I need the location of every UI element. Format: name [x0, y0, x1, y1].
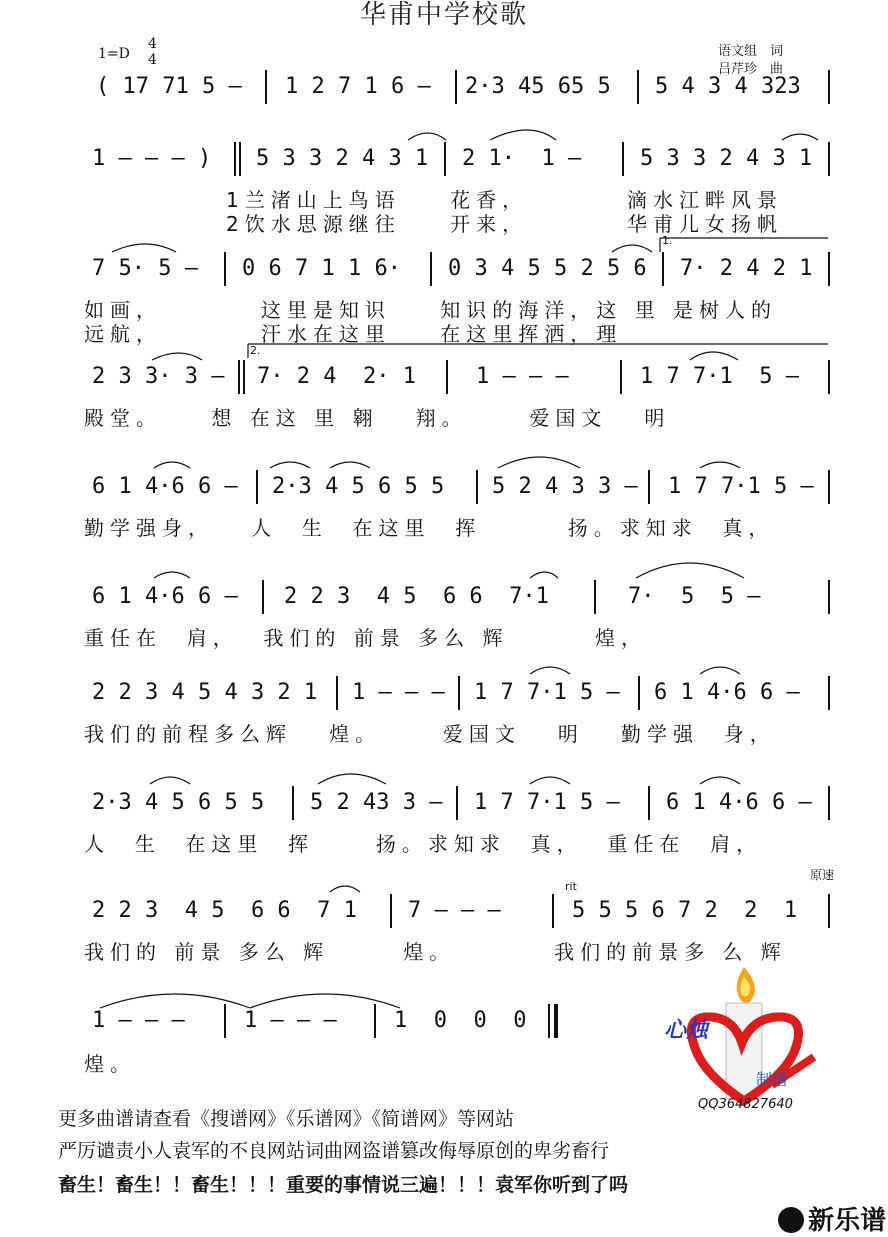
footer-line-2: 严厉谴责小人袁军的不良网站词曲网盗谱篡改侮辱原创的卑劣畜行 [58, 1140, 610, 1162]
measure: 1 – – – [92, 1008, 185, 1033]
measure: 2 2 3 4 5 4 3 2 1 [92, 680, 318, 705]
measure: 2 2 3 4 5 6 6 7·1 [284, 584, 549, 609]
time-top: 4 [148, 36, 157, 52]
measure: 2·3 45 65 5 [465, 74, 611, 99]
measure: 7 – – – [408, 898, 501, 923]
site-logo [760, 1170, 886, 1237]
measure: 1 7 7·1 5 – [668, 474, 814, 499]
watermark-stamp [664, 965, 824, 1125]
logo-icon [778, 1207, 804, 1233]
measure: 2 2 3 4 5 6 6 7 1 [92, 898, 357, 923]
measure: 1 – – – [244, 1008, 337, 1033]
footer-line-3: 畜生！畜生！！畜生！！！重要的事情说三遍！！！袁军你听到了吗 [58, 1174, 629, 1196]
measure: 5 3 3 2 4 3 1 [640, 146, 813, 171]
measure: 1 0 0 0 [394, 1008, 527, 1033]
lyric: 我们的前程多么辉 煌。 爱国文 明 勤学强 身， [84, 722, 776, 746]
measure: 0 6 7 1 1 6· [242, 256, 401, 281]
measure: 7· 2 4 2· 1 [257, 364, 416, 389]
lyric-verse-2: 远航， 汗水在这里 在这里挥洒，理 [84, 322, 623, 346]
lyric: 殿堂。 想 在这 里 翱 翔。 爱国文 明 [84, 406, 671, 430]
volta-2-label: 2. [250, 344, 261, 357]
watermark-brand: 心烛 [664, 1018, 709, 1043]
score-title: 华甫中学校歌 [359, 0, 528, 30]
measure: 2 3 3· 3 – [92, 364, 225, 389]
measure: 1 – – – ) [92, 146, 212, 171]
measure: 6 1 4·6 6 – [92, 584, 238, 609]
measure: 5 3 3 2 4 3 1 [256, 146, 429, 171]
measure: 1 – – – [352, 680, 445, 705]
measure: 5 4 3 4 323 [655, 74, 801, 99]
time-bottom: 4 [148, 52, 157, 68]
measure: 7· 2 4 2 1 [680, 256, 813, 281]
measure: 6 1 4·6 6 – [92, 474, 238, 499]
measure: 5 2 43 3 – [310, 790, 443, 815]
time-signature [148, 36, 157, 68]
logo-text: 新乐谱 [808, 1206, 887, 1236]
lyricist-credit: 语文组 词 [718, 44, 784, 59]
lyric: 煌。 [84, 1052, 136, 1076]
measure: 1 2 7 1 6 – [285, 74, 431, 99]
measure: 1 7 7·1 5 – [474, 680, 620, 705]
lyric: 人 生 在这里 挥 扬。求知求 真， 重任在 肩， [84, 832, 763, 856]
lyric-verse-2: 2饮水思源继往 开来， 华甫儿女扬帆 [226, 212, 784, 236]
composer-credit: 吕芹珍 曲 [718, 62, 784, 77]
lyric-verse-1: 如画， 这里是知识 知识的海洋，这 里 是树人的 [84, 298, 778, 322]
measure: 2·3 4 5 6 5 5 [92, 790, 265, 815]
measure: 6 1 4·6 6 – [666, 790, 812, 815]
measure: 1 7 7·1 5 – [474, 790, 620, 815]
measure: 7 5· 5 – [92, 256, 198, 281]
measure: 2 1· 1 – [462, 146, 582, 171]
lyric: 我们的 前景 多么 辉 煌。 我们的前景多 么 辉 [84, 940, 787, 964]
lyric: 勤学强身， 人 生 在这里 挥 扬。求知求 真， [84, 516, 775, 540]
measure: 1 – – – [476, 364, 569, 389]
lyric: 重任在 肩， 我们的 前景 多么 辉 煌， [84, 626, 648, 650]
measure: 5 5 5 6 7 2 2 1 [572, 898, 798, 923]
measure: 6 1 4·6 6 – [654, 680, 800, 705]
measure: 2·3 4 5 6 5 5 [272, 474, 445, 499]
measure: ( 17 71 5 – [96, 74, 242, 99]
tempo-marking: 原速 [810, 868, 835, 882]
watermark-made: 制谱 [756, 1070, 789, 1089]
measure: 7· 5 5 – [628, 584, 761, 609]
key-signature: 1=D [98, 46, 130, 62]
measure: 5 2 4 3 3 – [492, 474, 638, 499]
measure: 0 3 4 5 5 2 5 6 [448, 256, 647, 281]
footer-line-1: 更多曲谱请查看《搜谱网》《乐谱网》《简谱网》等网站 [58, 1108, 515, 1130]
watermark-qq: QQ364827640 [698, 1097, 793, 1112]
rit-marking: rit [565, 880, 577, 893]
measure: 1 7 7·1 5 – [640, 364, 799, 389]
volta-1-label: 1. [662, 234, 673, 247]
lyric-verse-1: 1兰渚山上鸟语 花香， 滴水江畔风景 [226, 188, 784, 212]
